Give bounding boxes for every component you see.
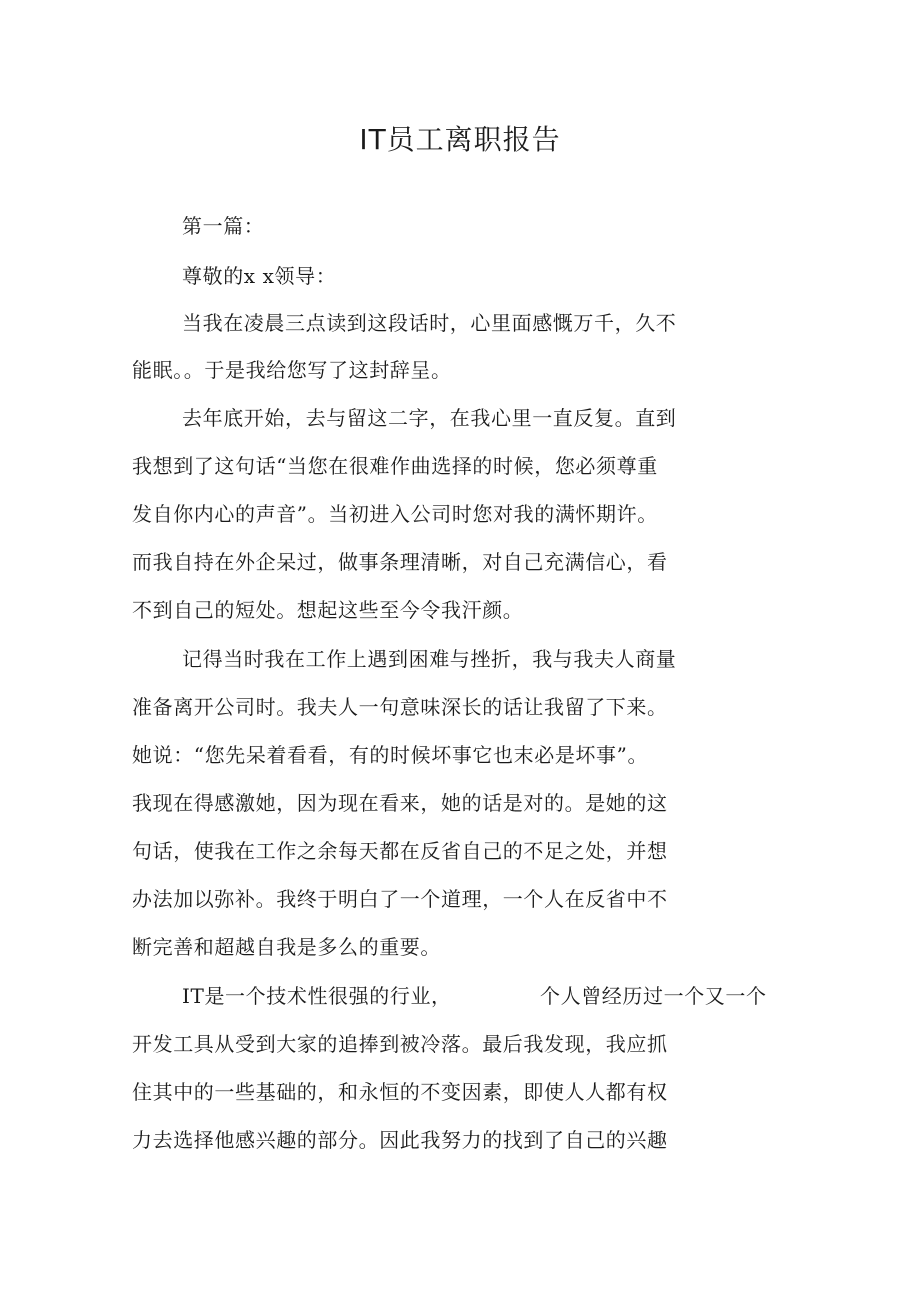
paragraph-line: 力去选择他感兴趣的部分。因此我努力的找到了自己的兴趣: [132, 1128, 668, 1152]
paragraph-line: 开发工具从受到大家的追捧到被冷落。最后我发现，我应抓: [132, 1032, 668, 1056]
paragraph-line: 发自你内心的声音”。当初进入公司时您对我的满怀期许。: [132, 502, 658, 526]
section-heading: 第一篇：: [182, 214, 265, 238]
paragraph-line-start: IT是一个技术性很强的行业，: [182, 984, 452, 1008]
paragraph-line-continuation: 个人曾经历过一个又一个: [540, 984, 767, 1008]
paragraph-line: 住其中的一些基础的，和永恒的不变因素，即使人人都有权: [132, 1080, 668, 1104]
paragraph-line: 而我自持在外企呆过，做事条理清晰，对自己充满信心，看: [132, 550, 668, 574]
paragraph-line: 我想到了这句话“当您在很难作曲选择的时候，您必须尊重: [132, 454, 658, 478]
paragraph-line: 准备离开公司时。我夫人一句意味深长的话让我留了下来。: [132, 695, 668, 719]
paragraph-line: 句话，使我在工作之余每天都在反省自己的不足之处，并想: [132, 839, 668, 863]
paragraph-line: 当我在凌晨三点读到这段话时，心里面感慨万千，久不: [182, 311, 677, 335]
document-title: IT员工离职报告: [359, 123, 561, 156]
paragraph-line: 去年底开始，去与留这二字，在我心里一直反复。直到: [182, 406, 677, 430]
paragraph-line: 不到自己的短处。想起这些至今令我汗颜。: [132, 598, 524, 622]
paragraph-line: 我现在得感激她，因为现在看来，她的话是对的。是她的这: [132, 791, 668, 815]
paragraph-line: 她说：“您先呆着看看，有的时候坏事它也末必是坏事”。: [132, 743, 649, 767]
paragraph-line: 办法加以弥补。我终于明白了一个道理，一个人在反省中不: [132, 887, 668, 911]
paragraph-line: 能眠。。于是我给您写了这封辞呈。: [132, 358, 452, 382]
paragraph-line: 断完善和超越自我是多么的重要。: [132, 935, 441, 959]
salutation: 尊敬的x x领导：: [182, 264, 337, 288]
paragraph-line: 记得当时我在工作上遇到困难与挫折，我与我夫人商量: [182, 647, 677, 671]
